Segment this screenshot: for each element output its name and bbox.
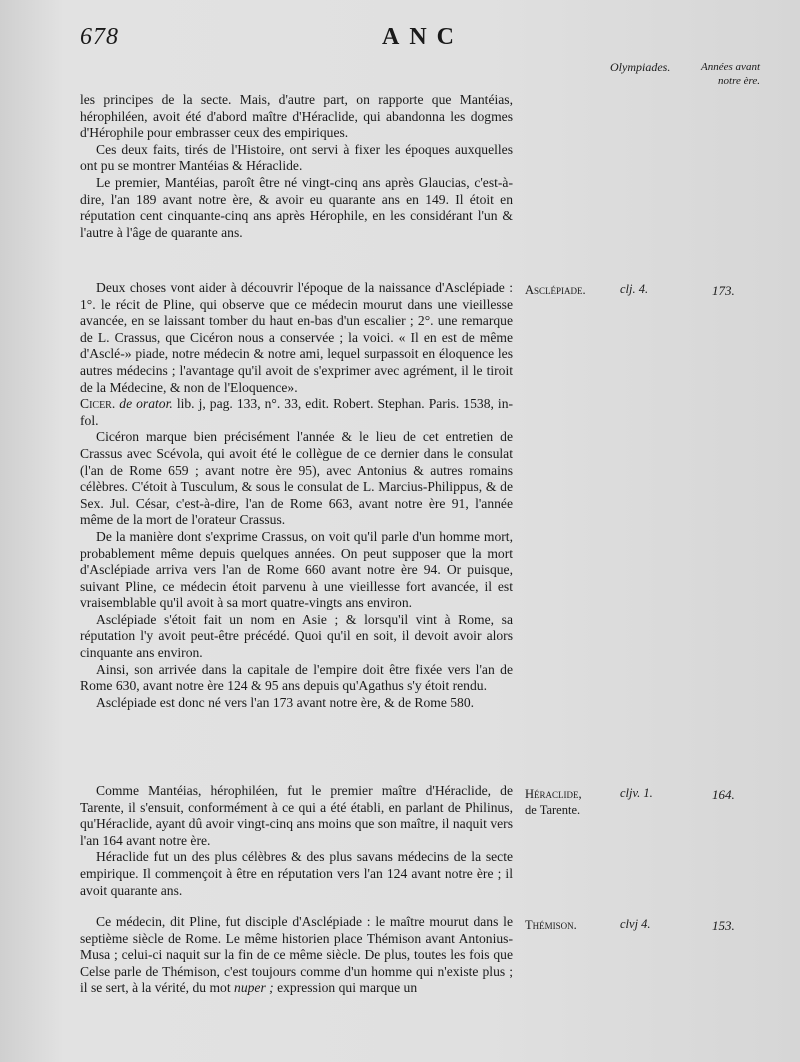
paragraph: Le premier, Mantéias, paroît être né vingt-cinq ans après Glaucias, c'est-à-dire, l'an 189 avant notre ère, & avoir eu quarante ans en 149. Il étoit en réputation cent cinquante-cinq ans après Hérophile, en les considérant l'un & l'autre à l'âge de quarante ans. [80, 174, 513, 240]
paragraph: Héraclide fut un des plus célèbres & des plus savans médecins de la secte empirique. Il commençoit à être en réputation vers l'an 124 avant notre ère ; il avoit quarante ans. [80, 849, 513, 898]
paragraph: Asclépiade est donc né vers l'an 173 avant notre ère, & de Rome 580. [96, 694, 475, 710]
citation [80, 396, 513, 429]
running-head: ANC [382, 24, 464, 50]
entry-name-line: de Tarente. [525, 803, 581, 817]
entry-name-line: Héraclide, [525, 787, 582, 801]
paragraph: Asclépiade s'étoit fait un nom en Asie ; & lorsqu'il vint à Rome, sa réputation l'y avoit peut-être précédé. Quoi qu'il en soit, il devoit avoir alors cinquante ans environ. [80, 611, 513, 661]
text-run-italic: nuper ; [234, 980, 274, 996]
paragraph: Ces deux faits, tirés de l'Histoire, ont servi à fixer les époques auxquelles ont pu se montrer Mantéias & Héraclide. [80, 141, 513, 174]
paragraph: Comme Mantéias, hérophiléen, fut le premier maître d'Héraclide, de Tarente, il s'ensuit, conformément à ce qui a été établi, en parlant de Philinus, qu'Héraclide, ayant dû avoir vingt-cinq ans moins que son maître, il naquit vers l'an 164 avant notre ère. [80, 783, 513, 848]
paragraph: Ainsi, son arrivée dans la capitale de l'empire doit être fixée vers l'an de Rome 630, avant notre ère 124 & 95 ans depuis qu'Agathus s'y étoit rendu. [80, 661, 513, 694]
entry-name-heraclide [525, 786, 582, 818]
page-number: 678 [80, 24, 119, 50]
paragraph: De la manière dont s'exprime Crassus, on voit qu'il parle d'un homme mort, probablement même depuis quelques années. On peut supposer que la mort d'Asclépiade arriva vers l'an de Rome 660 avant notre ère 94. Or puisque, suivant Pline, ce médecin étoit parvenu à une vieillesse fort avancée, il est vraisemblable qu'il avoit à sa mort quatre-vingts ans environ. [80, 528, 513, 611]
heraclide-section [80, 783, 513, 899]
cite-author: Cicer. [80, 396, 116, 412]
text-run: Ce médecin, dit Pline, fut disciple d'Asclépiade : le maître mourut dans le septième siècle de Rome. Le même historien place Thémison avant Antonius-Musa ; celui-ci naquit sur la fin de ce même siècle. De plus, toutes les fois que Celse parle de Thémison, c'est toujours comme d'un homme qui n'existe plus ; il se sert, à la vérité, du mot [80, 914, 513, 996]
paragraph: Cicéron marque bien précisément l'année & le lieu de cet entretien de Crassus avec Scévola, qui avoit été le collègue de ce dernier dans le consulat (l'an de Rome 659 ; avant notre ère 95), avec Antonius & autres romains célèbres. C'étoit à Tusculum, & sous le consulat de L. Marcius-Philippus, & de Sex. Jul. César, c'est-à-dire, l'an de Rome 663, avant notre ère 91, l'année même de la mort de l'orateur Crassus. [80, 429, 513, 528]
column-header-olympiades: Olympiades. [610, 60, 671, 74]
intro-section [80, 92, 513, 241]
paragraph [80, 914, 513, 997]
asclepiade-section [80, 280, 513, 711]
entry-olympiad: cljv. 1. [620, 786, 653, 800]
entry-year: 153. [712, 918, 735, 933]
cite-rest: lib. j, pag. 133, n°. 33, edit. Robert. Stephan. Paris. 1538, in-fol. [80, 396, 514, 428]
paragraph: Deux choses vont aider à découvrir l'époque de la naissance d'Asclépiade : 1°. le récit de Pline, qui observe que ce médecin mourut dans une vieillesse avancée, en se laissant tomber du haut en-bas d'un escalier ; 2°. une remarque de L. Crassus, que Cicéron nous a conservée ; la voici. « Il en est de même d'Asclé-» piade, notre médecin & notre ami, lequel surpassoit en éloquence les autres médecins ; l'avantage qu'il avoit de s'exprimer avec agrément, il le tiroit de la Médecine, & non de l'Eloquence». [80, 280, 513, 395]
entry-year: 173. [712, 283, 735, 298]
entry-name-themison: Thémison. [525, 918, 577, 932]
entry-olympiad: clj. 4. [620, 282, 649, 296]
entry-year: 164. [712, 787, 735, 802]
entry-name-asclepiade: Asclépiade. [525, 283, 586, 297]
column-header-annees: Années avant notre ère. [701, 61, 760, 87]
text-run: expression qui marque un [273, 980, 418, 996]
paragraph: les principes de la secte. Mais, d'autre part, on rapporte que Mantéias, hérophiléen, avoit été d'abord maître d'Héraclide, qui abandonna les dogmes d'Hérophile pour embrasser ceux des empiriques. [80, 92, 513, 141]
cite-work: de orator. [119, 396, 173, 412]
entry-olympiad: clvj 4. [620, 917, 651, 931]
themison-section [80, 914, 513, 997]
